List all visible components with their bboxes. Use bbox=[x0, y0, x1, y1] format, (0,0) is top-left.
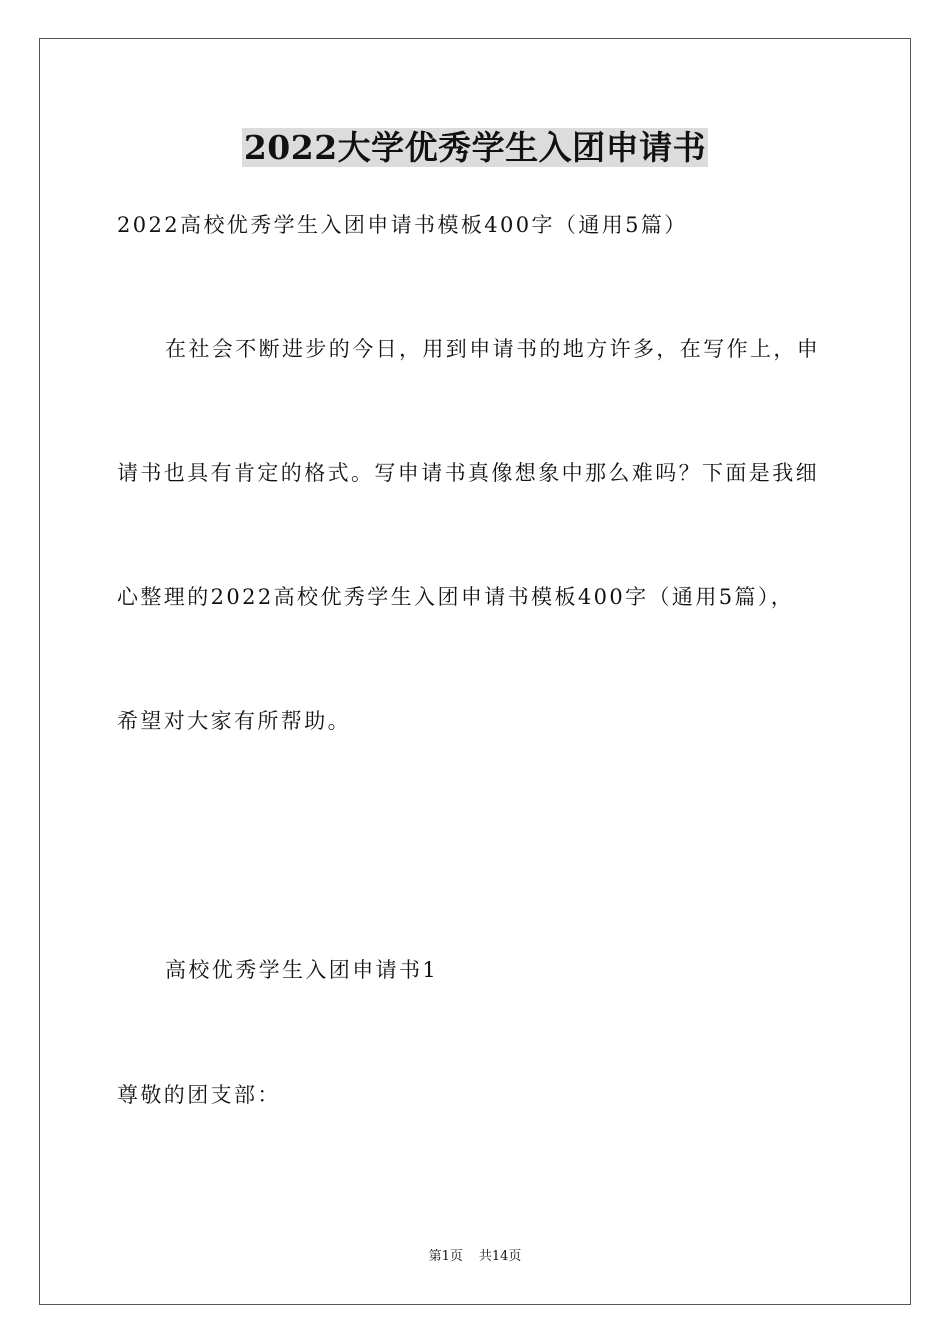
page-footer bbox=[0, 1248, 950, 1266]
intro-paragraph-line-3: 心整理的2022高校优秀学生入团申请书模板400字（通用5篇）， bbox=[117, 585, 795, 609]
document-subtitle: 2022高校优秀学生入团申请书模板400字（通用5篇） bbox=[117, 213, 688, 237]
document-title bbox=[0, 126, 950, 170]
page-number-total: 共14页 bbox=[478, 1249, 522, 1264]
document-title-text: 2022大学优秀学生入团申请书 bbox=[243, 128, 707, 167]
intro-paragraph-line-1: 在社会不断进步的今日，用到申请书的地方许多，在写作上，申 bbox=[165, 337, 821, 361]
page-number-current: 第1页 bbox=[428, 1249, 463, 1264]
intro-paragraph-line-4: 希望对大家有所帮助。 bbox=[117, 709, 351, 733]
intro-paragraph-line-2: 请书也具有肯定的格式。写申请书真像想象中那么难吗？下面是我细 bbox=[117, 461, 819, 485]
salutation: 尊敬的团支部： bbox=[117, 1083, 281, 1107]
section-heading: 高校优秀学生入团申请书1 bbox=[165, 958, 439, 982]
